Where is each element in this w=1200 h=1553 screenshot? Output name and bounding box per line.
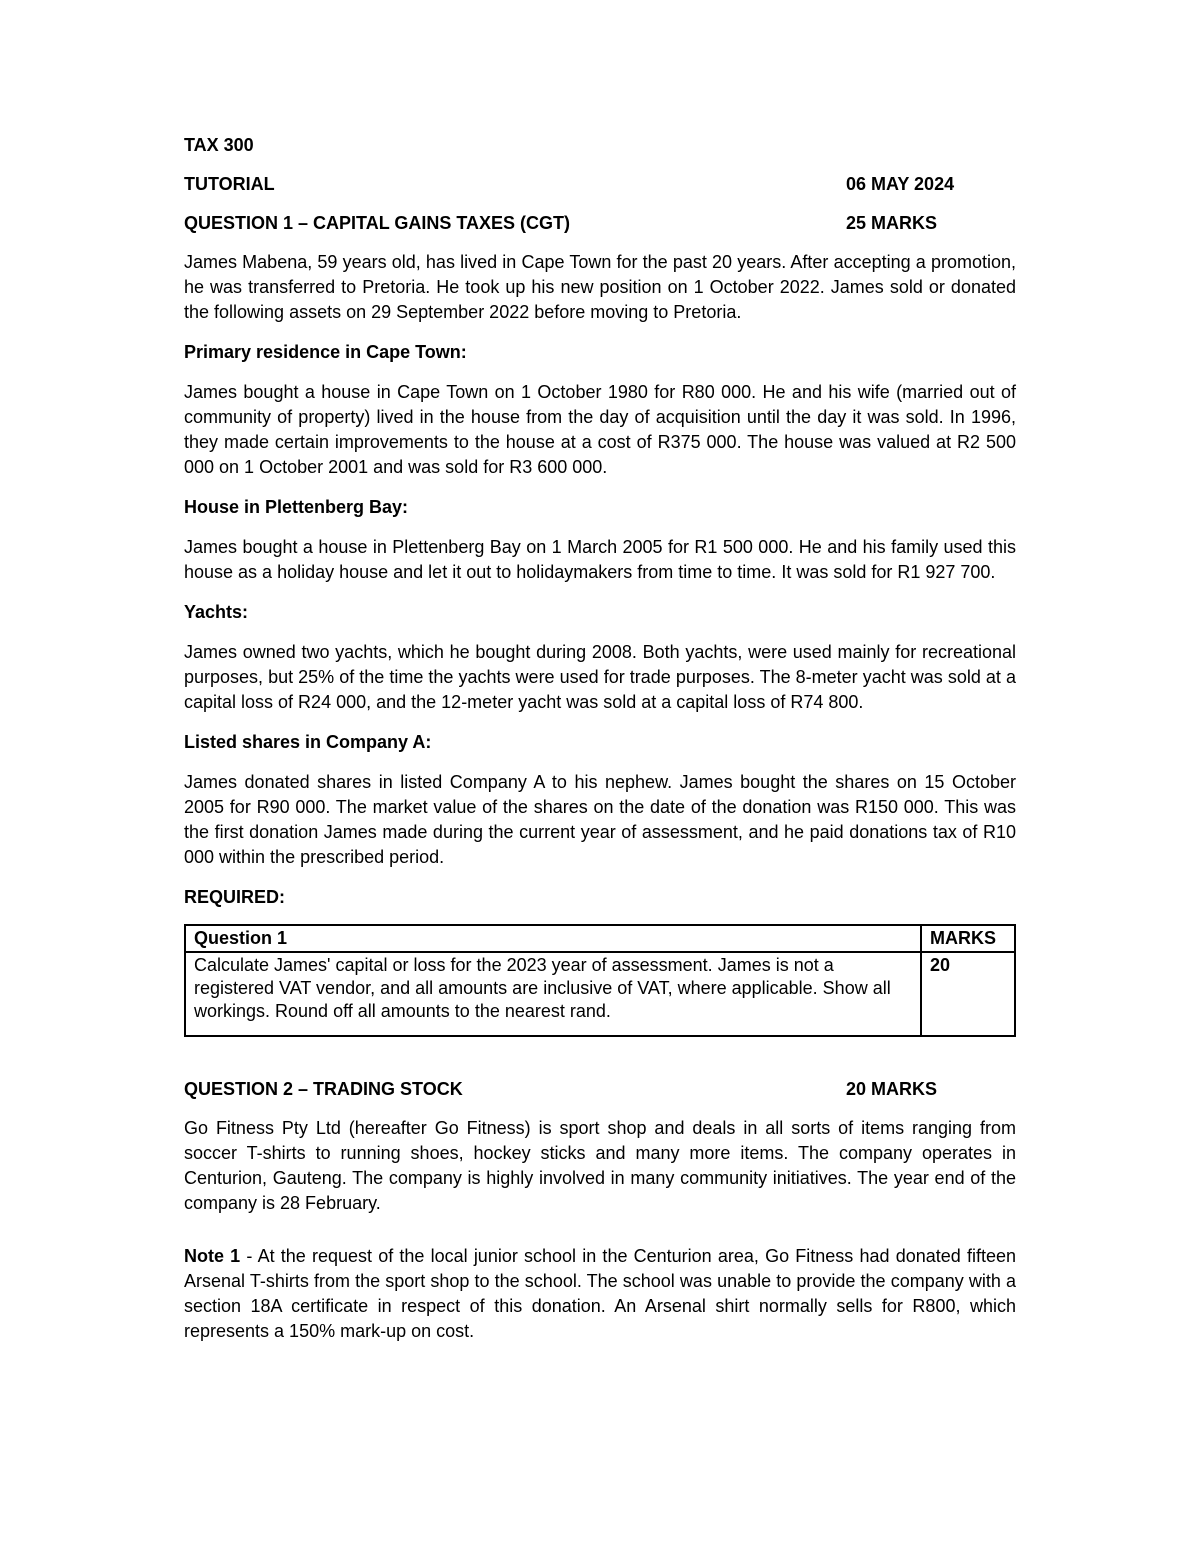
question1-intro: James Mabena, 59 years old, has lived in Cape Town for the past 20 years. After accepting a promotion, he was transferred to Pretoria. He took up his new position on 1 October 2022. James sold or donated the following assets on 29 September 2022 before moving to Pretoria.: [184, 252, 1016, 322]
course-code: TAX 300: [184, 135, 254, 155]
section-text-yachts: James owned two yachts, which he bought during 2008. Both yachts, were used mainly for recreational purposes, but 25% of the time the yachts were used for trade purposes. The 8-meter yacht was sold at a capital loss of R24 000, and the 12-meter yacht was sold at a capital loss of R74 800.: [184, 642, 1016, 712]
section-text-primary-residence: James bought a house in Cape Town on 1 October 1980 for R80 000. He and his wife (married out of community of property) lived in the house from the day of acquisition until the day it was sold. In 1996, they made certain improvements to the house at a cost of R375 000. The house was valued at R2 500 000 on 1 October 2001 and was sold for R3 600 000.: [184, 382, 1016, 477]
question2-note1: [184, 1244, 1016, 1344]
required-table-row: [185, 952, 1015, 1036]
required-table-header-row: [185, 925, 1015, 952]
course-code-row: [184, 133, 1016, 158]
tutorial-label: TUTORIAL: [184, 174, 275, 194]
document-page: [184, 133, 1016, 1344]
section-heading-yachts: Yachts:: [184, 602, 249, 622]
section-text-plettenberg-house: James bought a house in Plettenberg Bay on 1 March 2005 for R1 500 000. He and his family used this house as a holiday house and let it out to holidaymakers from time to time. It was sold for R1 927 700.: [184, 537, 1016, 582]
section-text-listed-shares: James donated shares in listed Company A to his nephew. James bought the shares on 15 October 2005 for R90 000. The market value of the shares on the date of the donation was R150 000. This was the first donation James made during the current year of assessment, and he paid donations tax of R10 000 within the prescribed period.: [184, 772, 1016, 867]
required-table: [184, 924, 1016, 1037]
section-spacer: [184, 1037, 1016, 1077]
question1-title: QUESTION 1 – CAPITAL GAINS TAXES (CGT): [184, 213, 571, 233]
section-heading-listed-shares: Listed shares in Company A:: [184, 732, 432, 752]
question2-marks: 20 MARKS: [846, 1079, 938, 1099]
required-table-task: Calculate James' capital or loss for the 2023 year of assessment. James is not a registered VAT vendor, and all amounts are inclusive of VAT, where applicable. Show all workings. Round off all amounts to the nearest rand.: [185, 952, 921, 1036]
section-heading-plettenberg-house: House in Plettenberg Bay:: [184, 497, 409, 517]
required-table-task-marks: 20: [921, 952, 1015, 1036]
required-label: REQUIRED:: [184, 887, 286, 907]
note1-label: Note 1: [184, 1246, 241, 1266]
question2-title-row: [184, 1077, 1016, 1102]
tutorial-date: 06 MAY 2024: [846, 174, 955, 194]
question1-marks: 25 MARKS: [846, 213, 938, 233]
question2-intro: Go Fitness Pty Ltd (hereafter Go Fitness) is sport shop and deals in all sorts of items ranging from soccer T-shirts to running shoes, hockey sticks and many more items. The company operates in Centurion, Gauteng. The company is highly involved in many community initiatives. The year end of the company is 28 February.: [184, 1118, 1016, 1213]
required-table-question-header: Question 1: [185, 925, 921, 952]
section-heading-primary-residence: Primary residence in Cape Town:: [184, 342, 467, 362]
required-table-marks-header: MARKS: [921, 925, 1015, 952]
tutorial-row: [184, 172, 1016, 197]
question1-title-row: [184, 211, 1016, 236]
question2-title: QUESTION 2 – TRADING STOCK: [184, 1079, 463, 1099]
note1-text: - At the request of the local junior school in the Centurion area, Go Fitness had donated fifteen Arsenal T-shirts from the sport shop to the school. The school was unable to provide the company with a section 18A certificate in respect of this donation. An Arsenal shirt normally sells for R800, which represents a 150% mark-up on cost.: [184, 1246, 1016, 1341]
